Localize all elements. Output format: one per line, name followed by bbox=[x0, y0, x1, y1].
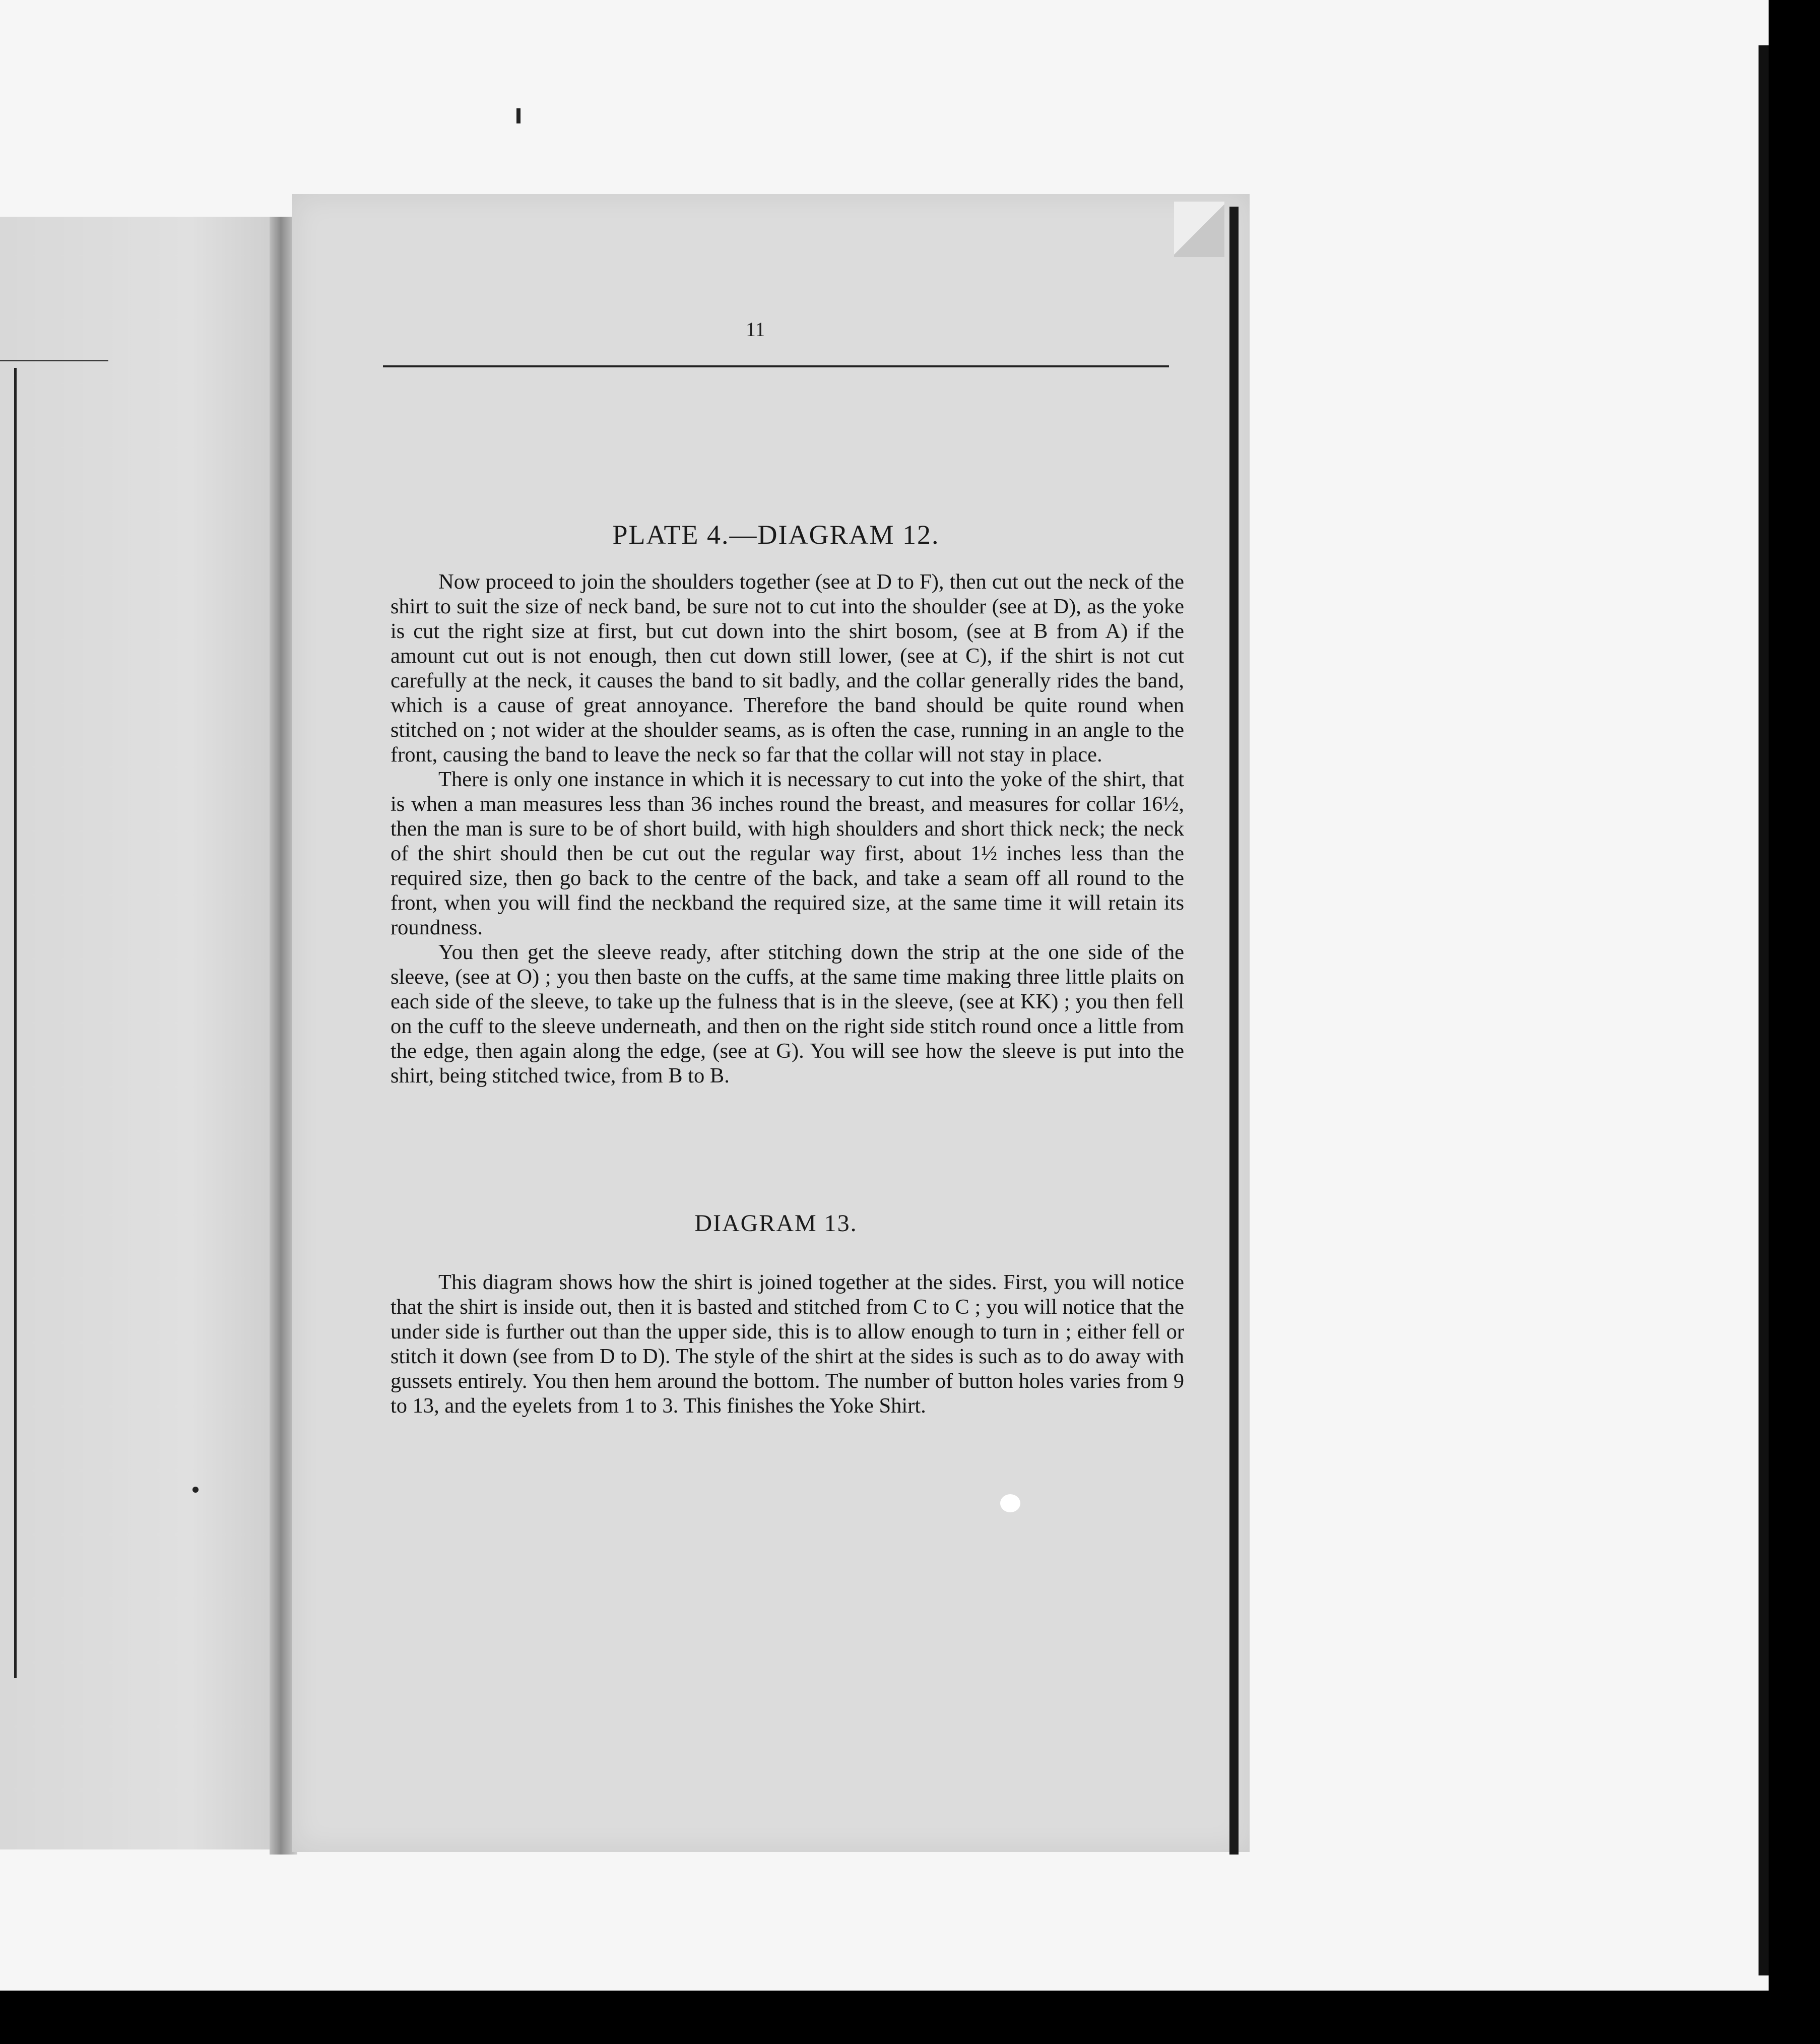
folded-corner bbox=[1174, 202, 1224, 257]
film-speck bbox=[516, 108, 521, 123]
paragraph: You then get the sleeve ready, after stitching down the strip at the one side of the sleeve, (see at O) ; you then baste on the cuffs, at the same time making three little plaits on each side of the sleeve, to take up the fulness that is in the sleeve, (see at KK) ; you then fell on the cuff to the sleeve underneath, and then on the right side stitch round once a little from the edge, then again along the edge, (see at G). You will see how the sleeve is put into the shirt, being stitched twice, from B to B. bbox=[391, 940, 1184, 1088]
plate-heading: PLATE 4.—DIAGRAM 12. bbox=[612, 520, 940, 550]
diagram-text-block bbox=[391, 1270, 1184, 1418]
header-rule bbox=[383, 365, 1169, 367]
left-facing-page bbox=[0, 217, 272, 1849]
paragraph: This diagram shows how the shirt is joined together at the sides. First, you will notice that the shirt is inside out, then it is basted and stitched from C to C ; you will notice that the under side is further out than the upper side, this is to allow enough to turn in ; either fell or stitch it down (see from D to D). The style of the shirt at the sides is such as to do away with gussets entirely. You then hem around the bottom. The number of button holes varies from 9 to 13, and the eyelets from 1 to 3. This finishes the Yoke Shirt. bbox=[391, 1270, 1184, 1418]
paragraph: There is only one instance in which it is necessary to cut into the yoke of the shirt, that is when a man measures less than 36 inches round the breast, and measures for collar 16½, then the man is sure to be of short build, with high shoulders and short thick neck; the neck of the shirt should then be cut out the regular way first, about 1½ inches less than the required size, then go back to the centre of the back, and take a seam off all round to the front, when you will find the neckband the required size, at the same time it will retain its roundness. bbox=[391, 768, 1184, 939]
diagram-heading: DIAGRAM 13. bbox=[694, 1210, 858, 1237]
frame-edge bbox=[1759, 45, 1769, 1975]
paper-spot bbox=[1000, 1494, 1020, 1512]
page-edge-shadow bbox=[1229, 207, 1239, 1855]
plate-text-block bbox=[391, 569, 1184, 1088]
left-page-plate-border bbox=[0, 368, 17, 1678]
film-speck bbox=[192, 1487, 199, 1493]
page-number: 11 bbox=[746, 318, 765, 341]
left-page-rule bbox=[0, 360, 108, 361]
paragraph: Now proceed to join the shoulders together (see at D to F), then cut out the neck of the shirt to suit the size of neck band, be sure not to cut into the shoulder (see at D), as the yoke is cut the right size at first, but cut down into the shirt bosom, (see at B from A) if the amount cut out is not enough, then cut down still lower, (see at C), if the shirt is not cut carefully at the neck, it causes the band to sit badly, and the collar generally rides the band, which is a cause of great annoyance. Therefore the band should be quite round when stitched on ; not wider at the shoulder seams, as is often the case, running in an angle to the front, causing the band to leave the neck so far that the collar will not stay in place. bbox=[391, 570, 1184, 766]
